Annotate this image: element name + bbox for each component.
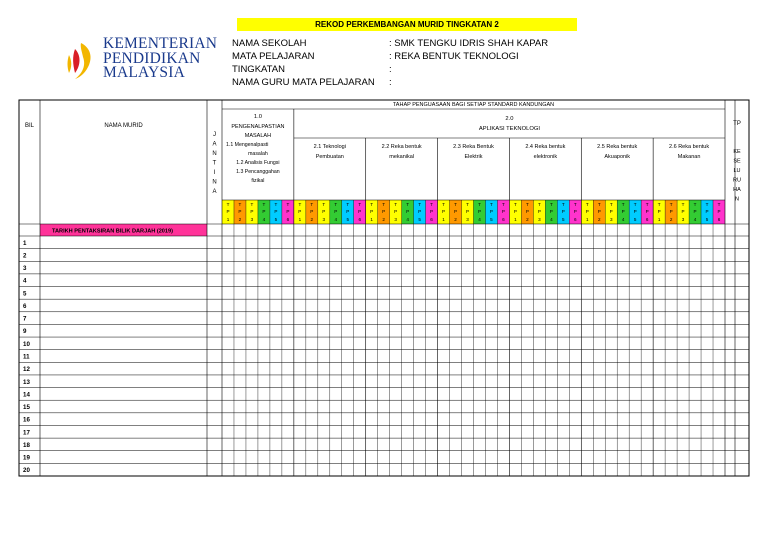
row-number: 15 — [23, 404, 30, 412]
tp-number: 4 — [334, 217, 338, 222]
sec1-number: 1.0 — [253, 114, 262, 120]
tp-letter: T — [585, 202, 589, 207]
tp-letter: T — [394, 202, 398, 207]
tp-number: 2 — [597, 217, 601, 222]
tp-letter: P — [298, 209, 302, 214]
sec1-title: MASALAH — [244, 133, 272, 139]
tp-letter: P — [322, 209, 326, 214]
row-number: 5 — [23, 290, 27, 298]
tp-letter: P — [669, 209, 673, 214]
jantina-letter: N — [212, 179, 217, 186]
subsection-title: 2.1 Teknologi — [313, 144, 346, 150]
tp-letter: T — [454, 202, 457, 207]
tp-number: 2 — [310, 217, 314, 222]
tp-letter: T — [597, 202, 601, 207]
tp-number: 5 — [562, 217, 565, 222]
subsection-title: Elektrik — [464, 154, 483, 160]
sec1-item: 1.1 Mengenalpasti — [226, 142, 269, 148]
tp-letter: P — [370, 209, 374, 214]
subsection-title: 2.3 Reka Bentuk — [453, 144, 494, 150]
info-value: : — [389, 64, 392, 75]
logo-line: KEMENTERIAN — [103, 35, 218, 52]
row-number: 17 — [23, 429, 30, 437]
tp-number: 5 — [633, 217, 637, 222]
tp-number: 2 — [238, 217, 242, 222]
info-label: NAMA SEKOLAH — [232, 38, 307, 49]
tp-letter: P — [489, 209, 494, 214]
tp-letter: T — [382, 202, 386, 207]
tp-number: 5 — [346, 217, 350, 222]
tp-number: 3 — [609, 217, 613, 222]
tp-letter: T — [645, 202, 649, 207]
tp-letter: T — [561, 202, 565, 207]
tp-letter: P — [453, 209, 458, 214]
tp-letter: P — [585, 209, 589, 214]
jantina-letter: T — [212, 160, 217, 167]
info-label: TINGKATAN — [232, 64, 285, 75]
tp-number: 4 — [550, 217, 553, 222]
tp-number: 6 — [645, 217, 649, 222]
logo-line: PENDIDIKAN — [103, 49, 201, 67]
tp-letter: P — [561, 209, 565, 214]
tp-letter: T — [633, 202, 637, 207]
subsection-title: 2.5 Reka bentuk — [597, 144, 638, 150]
tp-letter: T — [490, 202, 493, 207]
tp-letter: P — [681, 209, 685, 214]
tp-letter: P — [525, 209, 529, 214]
tp-letter: P — [693, 209, 697, 214]
info-value: : — [389, 77, 392, 88]
row-number: 18 — [23, 441, 30, 449]
tp-number: 6 — [358, 217, 362, 222]
row-number: 4 — [23, 277, 27, 285]
tp-letter: T — [406, 202, 410, 207]
info-label: NAMA GURU MATA PELAJARAN — [232, 77, 375, 88]
tp-letter: P — [250, 209, 254, 214]
tp-letter: P — [609, 209, 613, 214]
tp-letter: T — [418, 202, 422, 207]
tp-number: 1 — [442, 217, 445, 222]
tp-letter: P — [382, 209, 386, 214]
tp-letter: P — [334, 209, 338, 214]
tp-letter: P — [573, 209, 577, 214]
tp-letter: P — [358, 209, 362, 214]
jantina-letter: I — [213, 170, 216, 176]
sec1-item: 1.2 Analisis Fungsi — [236, 160, 280, 166]
tp-letter: T — [573, 202, 577, 207]
row-number: 16 — [23, 416, 30, 424]
tp-number: 1 — [226, 217, 230, 222]
tp-letter: T — [238, 202, 242, 207]
tp-number: 5 — [274, 217, 278, 222]
jantina-letter: A — [212, 141, 217, 148]
tp-letter: T — [693, 202, 697, 207]
tp-letter: T — [525, 202, 529, 207]
tp-letter: P — [549, 209, 553, 214]
jantina-letter: A — [212, 189, 217, 195]
tp-number: 3 — [681, 217, 685, 222]
tp-letter: T — [705, 202, 709, 207]
tp-letter: P — [310, 209, 314, 214]
tp-letter: P — [346, 209, 350, 214]
tp-letter: T — [681, 202, 685, 207]
subsection-title: Makanan — [677, 154, 701, 160]
logo-line: MALAYSIA — [103, 64, 185, 81]
sec1-item: 1.3 Pencanggahan — [236, 169, 280, 175]
tp-number: 1 — [657, 217, 661, 222]
subsection-title: Akuaponik — [604, 154, 631, 160]
tp-letter: P — [705, 209, 709, 214]
tp-letter: T — [549, 202, 553, 207]
keseluruhan-letter: HA — [733, 187, 741, 193]
tp-letter: T — [502, 202, 505, 207]
tp-number: 6 — [574, 217, 577, 222]
tp-number: 3 — [250, 217, 254, 222]
tp-letter: T — [250, 202, 254, 207]
tp-letter: P — [406, 209, 410, 214]
tp-letter: T — [537, 202, 541, 207]
tp-letter: T — [466, 202, 469, 207]
tp-letter: T — [286, 202, 290, 207]
tp-number: 6 — [502, 217, 505, 222]
subsection-title: mekanikal — [389, 154, 415, 160]
tp-letter: P — [501, 209, 505, 214]
tp-letter: P — [262, 209, 266, 214]
tp-number: 6 — [717, 217, 721, 222]
row-number: 19 — [23, 454, 30, 462]
sec1-item: masalah — [248, 151, 268, 157]
tp-letter: T — [334, 202, 338, 207]
tp-letter: P — [717, 209, 721, 214]
subsection-title: 2.2 Reka bentuk — [381, 144, 422, 150]
keseluruhan-letter: RU — [733, 177, 741, 184]
jantina-letter: J — [213, 132, 216, 138]
subsection-title: 2.6 Reka bentuk — [669, 144, 710, 150]
tp-number: 2 — [454, 217, 457, 222]
tp-letter: T — [346, 202, 350, 207]
row-number: 2 — [23, 252, 27, 260]
date-row-label: TARIKH PENTAKSIRAN BILIK DARJAH (2019) — [52, 228, 173, 235]
record-title: REKOD PERKEMBANGAN MURID TINGKATAN 2 — [237, 18, 577, 31]
subsection-title: 2.4 Reka bentuk — [525, 144, 566, 150]
tp-number: 4 — [693, 217, 697, 222]
tp-letter: P — [442, 209, 446, 214]
keseluruhan-letter: SE — [733, 158, 741, 165]
tp-letter: T — [442, 202, 445, 207]
tp-letter: P — [394, 209, 398, 214]
row-number: 20 — [23, 467, 30, 475]
tp-letter: T — [717, 202, 721, 207]
tp-letter: T — [322, 202, 326, 207]
tp-number: 2 — [382, 217, 385, 222]
tp-letter: P — [513, 209, 517, 214]
tp-letter: P — [465, 209, 470, 214]
info-label: MATA PELAJARAN — [232, 51, 315, 62]
info-value: : REKA BENTUK TEKNOLOGI — [389, 51, 519, 62]
tp-number: 2 — [669, 217, 673, 222]
sec1-item: fizikal — [251, 178, 265, 184]
tp-letter: T — [514, 202, 517, 207]
tp-number: 1 — [298, 217, 302, 222]
info-value: : SMK TENGKU IDRIS SHAH KAPAR — [389, 38, 549, 49]
sec1-title: PENGENALPASTIAN — [231, 124, 285, 130]
sec2-title: APLIKASI TEKNOLOGI — [478, 126, 540, 132]
tp-header: TP — [733, 121, 741, 127]
nama-murid-header: NAMA MURID — [104, 123, 143, 129]
row-number: 1 — [23, 239, 27, 247]
tp-number: 3 — [538, 217, 541, 222]
tp-letter: T — [657, 202, 661, 207]
tp-number: 6 — [430, 217, 433, 222]
keseluruhan-letter: N — [735, 196, 739, 203]
tp-letter: P — [430, 209, 434, 214]
tp-letter: P — [286, 209, 290, 214]
tp-letter: P — [226, 209, 230, 214]
tp-letter: T — [298, 202, 302, 207]
tp-number: 2 — [526, 217, 529, 222]
row-number: 9 — [23, 328, 27, 336]
tp-number: 3 — [322, 217, 326, 222]
tp-number: 4 — [478, 217, 481, 222]
row-number: 11 — [23, 353, 30, 361]
tp-letter: T — [478, 202, 481, 207]
tp-letter: T — [310, 202, 314, 207]
tp-letter: P — [597, 209, 601, 214]
sec2-number: 2.0 — [505, 116, 514, 122]
tp-letter: P — [621, 209, 625, 214]
tp-number: 4 — [262, 217, 266, 222]
tp-number: 3 — [394, 217, 397, 222]
tp-letter: P — [633, 209, 637, 214]
tp-letter: P — [477, 209, 482, 214]
tp-letter: P — [418, 209, 422, 214]
tp-letter: P — [657, 209, 661, 214]
table-border — [19, 100, 749, 476]
tp-letter: T — [262, 202, 266, 207]
tp-number: 3 — [466, 217, 469, 222]
tp-letter: T — [370, 202, 374, 207]
row-number: 10 — [23, 340, 30, 348]
row-number: 7 — [23, 315, 27, 323]
tp-number: 5 — [705, 217, 709, 222]
tp-number: 5 — [490, 217, 493, 222]
tp-letter: P — [645, 209, 649, 214]
jantina-letter: N — [212, 151, 217, 157]
subsection-title: elektronik — [533, 154, 558, 160]
tp-main-header: TAHAP PENGUASAAN BAGI SETIAP STANDARD KANDUNGAN — [392, 102, 555, 108]
tp-letter: T — [621, 202, 625, 207]
tp-letter: T — [274, 202, 278, 207]
tp-letter: T — [609, 202, 613, 207]
tp-number: 1 — [585, 217, 589, 222]
subsection-title: Pembuatan — [315, 154, 344, 160]
tp-number: 4 — [406, 217, 409, 222]
keseluruhan-letter: LU — [733, 168, 741, 174]
tp-letter: P — [238, 209, 242, 214]
keseluruhan-letter: KE — [733, 149, 741, 155]
tp-number: 1 — [370, 217, 373, 222]
row-number: 12 — [23, 366, 30, 374]
row-number: 13 — [23, 378, 30, 386]
tp-letter: P — [537, 209, 541, 214]
row-number: 14 — [23, 391, 30, 399]
tp-letter: T — [669, 202, 673, 207]
tp-number: 4 — [621, 217, 625, 222]
tp-letter: T — [430, 202, 433, 207]
row-number: 6 — [23, 302, 27, 310]
row-number: 3 — [23, 265, 27, 273]
tp-letter: T — [226, 202, 230, 207]
tp-letter: T — [358, 202, 362, 207]
tp-number: 5 — [418, 217, 421, 222]
tp-number: 1 — [514, 217, 517, 222]
bil-header: BIL — [24, 123, 35, 129]
tp-number: 6 — [286, 217, 290, 222]
tp-letter: P — [274, 209, 278, 214]
